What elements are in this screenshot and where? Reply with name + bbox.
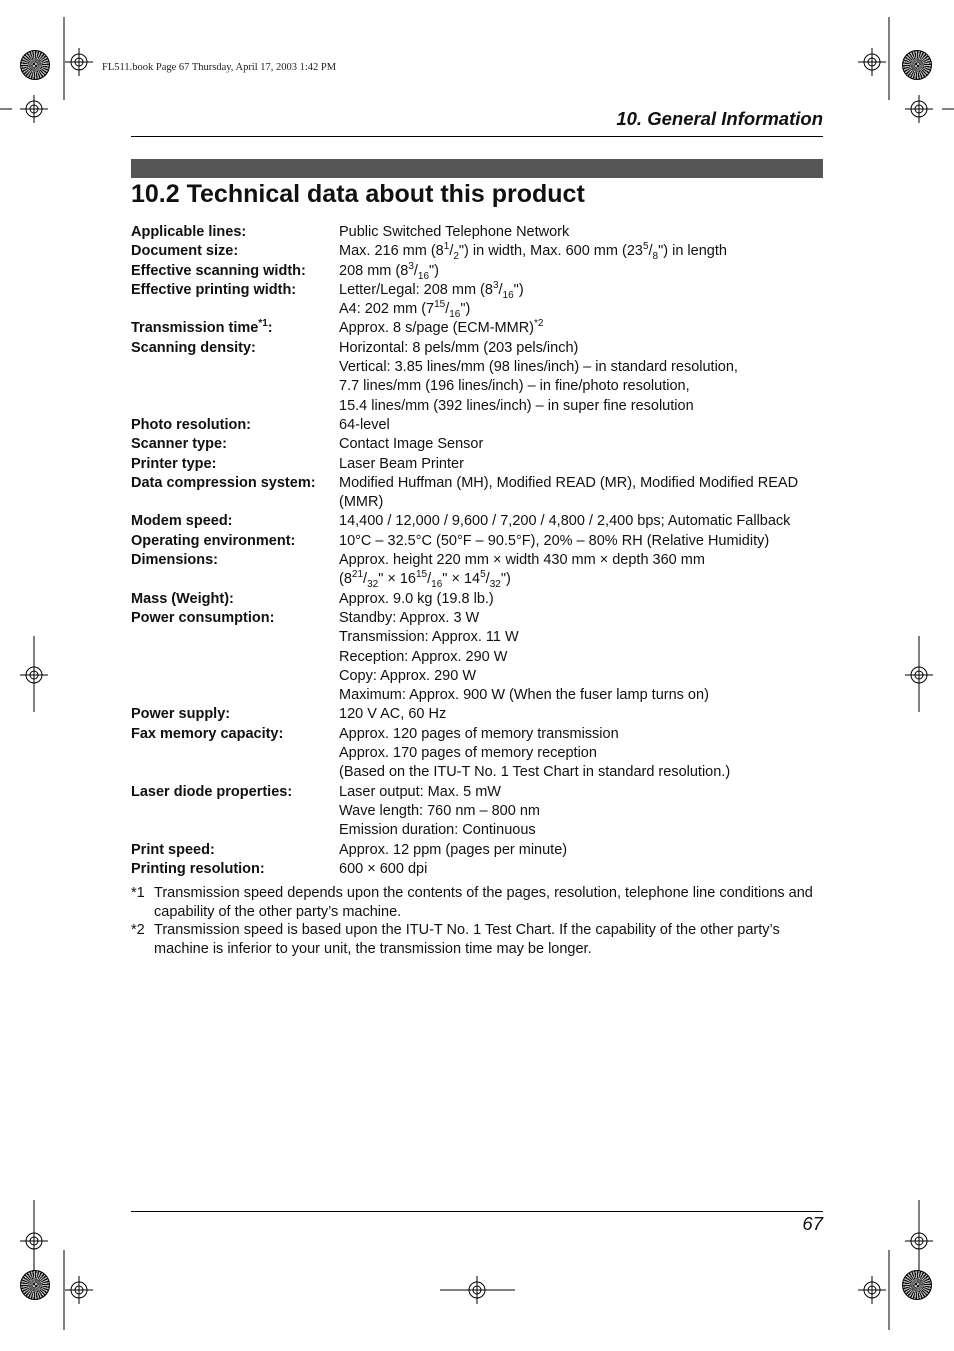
book-info: FL511.book Page 67 Thursday, April 17, 2003 1:42 PM	[102, 62, 337, 73]
spec-value: Copy: Approx. 290 W	[339, 667, 477, 684]
spec-value: Modified Huffman (MH), Modified READ (MR), Modified Modified READ (MMR)	[339, 474, 799, 511]
registration-star-icon	[902, 1270, 932, 1300]
spec-value: Emission duration: Continuous	[339, 822, 536, 839]
spec-label: Data compression system:	[131, 474, 316, 491]
spec-label: Scanner type:	[131, 436, 227, 453]
spec-label: Operating environment:	[131, 532, 296, 549]
spec-value: Wave length: 760 nm – 800 nm	[339, 802, 540, 819]
spec-label: Photo resolution:	[131, 416, 252, 433]
chapter-heading: 10. General Information	[616, 108, 823, 129]
spec-label: Laser diode properties:	[131, 783, 293, 800]
spec-label: Print speed:	[131, 841, 215, 858]
spec-label: Scanning density:	[131, 339, 256, 356]
spec-label: Applicable lines:	[131, 224, 247, 240]
spec-label: Modem speed:	[131, 513, 233, 530]
spec-value: 208 mm $(8^3/_{16}")$	[339, 260, 440, 282]
spec-value: Vertical: 3.85 lines/mm (98 lines/inch) – in standard resolution,	[339, 359, 738, 376]
section-title: 10.2 Technical data about this product	[131, 180, 585, 208]
spec-label: Mass (Weight):	[131, 590, 234, 607]
spec-value: 64-level	[339, 416, 390, 433]
spec-value: Reception: Approx. 290 W	[339, 648, 508, 665]
registration-star-icon	[902, 50, 932, 80]
spec-value: 15.4 lines/mm (392 lines/inch) – in super fine resolution	[339, 397, 694, 414]
spec-value: Approx. 170 pages of memory reception	[339, 745, 597, 762]
spec-label: Dimensions:	[131, 552, 219, 569]
footnote-text: Transmission speed is based upon the ITU-T No. 1 Test Chart. If the capability of the other party’s machine is inferior to your unit, the transmission time may be longer.	[154, 922, 780, 957]
spec-label: Power consumption:	[131, 609, 275, 626]
spec-value: Max. 216 mm $(8^1/_2")$ in width, Max. 600 mm $(23^5/_8")$ in length	[339, 241, 727, 263]
spec-value: Standby: Approx. 3 W	[339, 609, 480, 626]
spec-value: 14,400 / 12,000 / 9,600 / 7,200 / 4,800 / 2,400 bps; Automatic Fallback	[339, 513, 791, 530]
footnote-mark: *1	[131, 885, 145, 901]
spec-value: Approx. 120 pages of memory transmission	[339, 725, 619, 742]
spec-label: Printer type:	[131, 455, 217, 472]
spec-value: 120 V AC, 60 Hz	[339, 706, 447, 723]
spec-value: Approx. height 220 mm × width 430 mm × depth 360 mm	[339, 552, 705, 569]
spec-value: Letter/Legal: 208 mm $(8^3/_{16}")$	[339, 280, 524, 301]
spec-value: 7.7 lines/mm (196 lines/inch) – in fine/photo resolution,	[339, 378, 690, 395]
footnote-mark: *2	[131, 922, 145, 938]
footnote-text: Transmission speed depends upon the contents of the pages, resolution, telephone line conditions and capability of the other party’s machine.	[154, 885, 813, 920]
spec-label: Fax memory capacity:	[131, 725, 284, 742]
spec-value: Contact Image Sensor	[339, 436, 484, 453]
spec-label: Document size:	[131, 243, 239, 260]
spec-value: 10°C – 32.5°C (50°F – 90.5°F), 20% – 80% RH (Relative Humidity)	[339, 532, 770, 549]
spec-value: Laser Beam Printer	[339, 455, 464, 472]
page-number: 67	[802, 1213, 823, 1234]
spec-value: Approx. 9.0 kg (19.8 lb.)	[339, 590, 494, 607]
registration-star-icon	[20, 1270, 50, 1300]
spec-value: Maximum: Approx. 900 W (When the fuser lamp turns on)	[339, 687, 709, 704]
spec-value: 600 × 600 dpi	[339, 860, 428, 877]
spec-label: Transmission time$^{*1}$:	[131, 318, 273, 337]
spec-value: Public Switched Telephone Network	[339, 224, 570, 240]
spec-label: Effective scanning width:	[131, 262, 306, 279]
spec-label: Printing resolution:	[131, 860, 265, 877]
registration-star-icon	[20, 50, 50, 80]
spec-value: (Based on the ITU-T No. 1 Test Chart in standard resolution.)	[339, 764, 731, 781]
spec-value: Transmission: Approx. 11 W	[339, 629, 519, 646]
spec-label: Power supply:	[131, 706, 231, 723]
spec-value: Approx. 12 ppm (pages per minute)	[339, 841, 568, 858]
spec-value: ($8^{21}/_{32}$" × $16^{15}/_{16}$" × $14^5/_{32}$")	[339, 569, 511, 591]
spec-label: Effective printing width:	[131, 281, 297, 298]
spec-value: Approx. 8 s/page $(ECM-MMR)^{*2}$	[339, 318, 544, 337]
spec-value: Laser output: Max. 5 mW	[339, 783, 501, 800]
spec-value: A4: 202 mm $(7^{15}/_{16}")$	[339, 299, 471, 321]
spec-value: Horizontal: 8 pels/mm (203 pels/inch)	[339, 339, 579, 356]
